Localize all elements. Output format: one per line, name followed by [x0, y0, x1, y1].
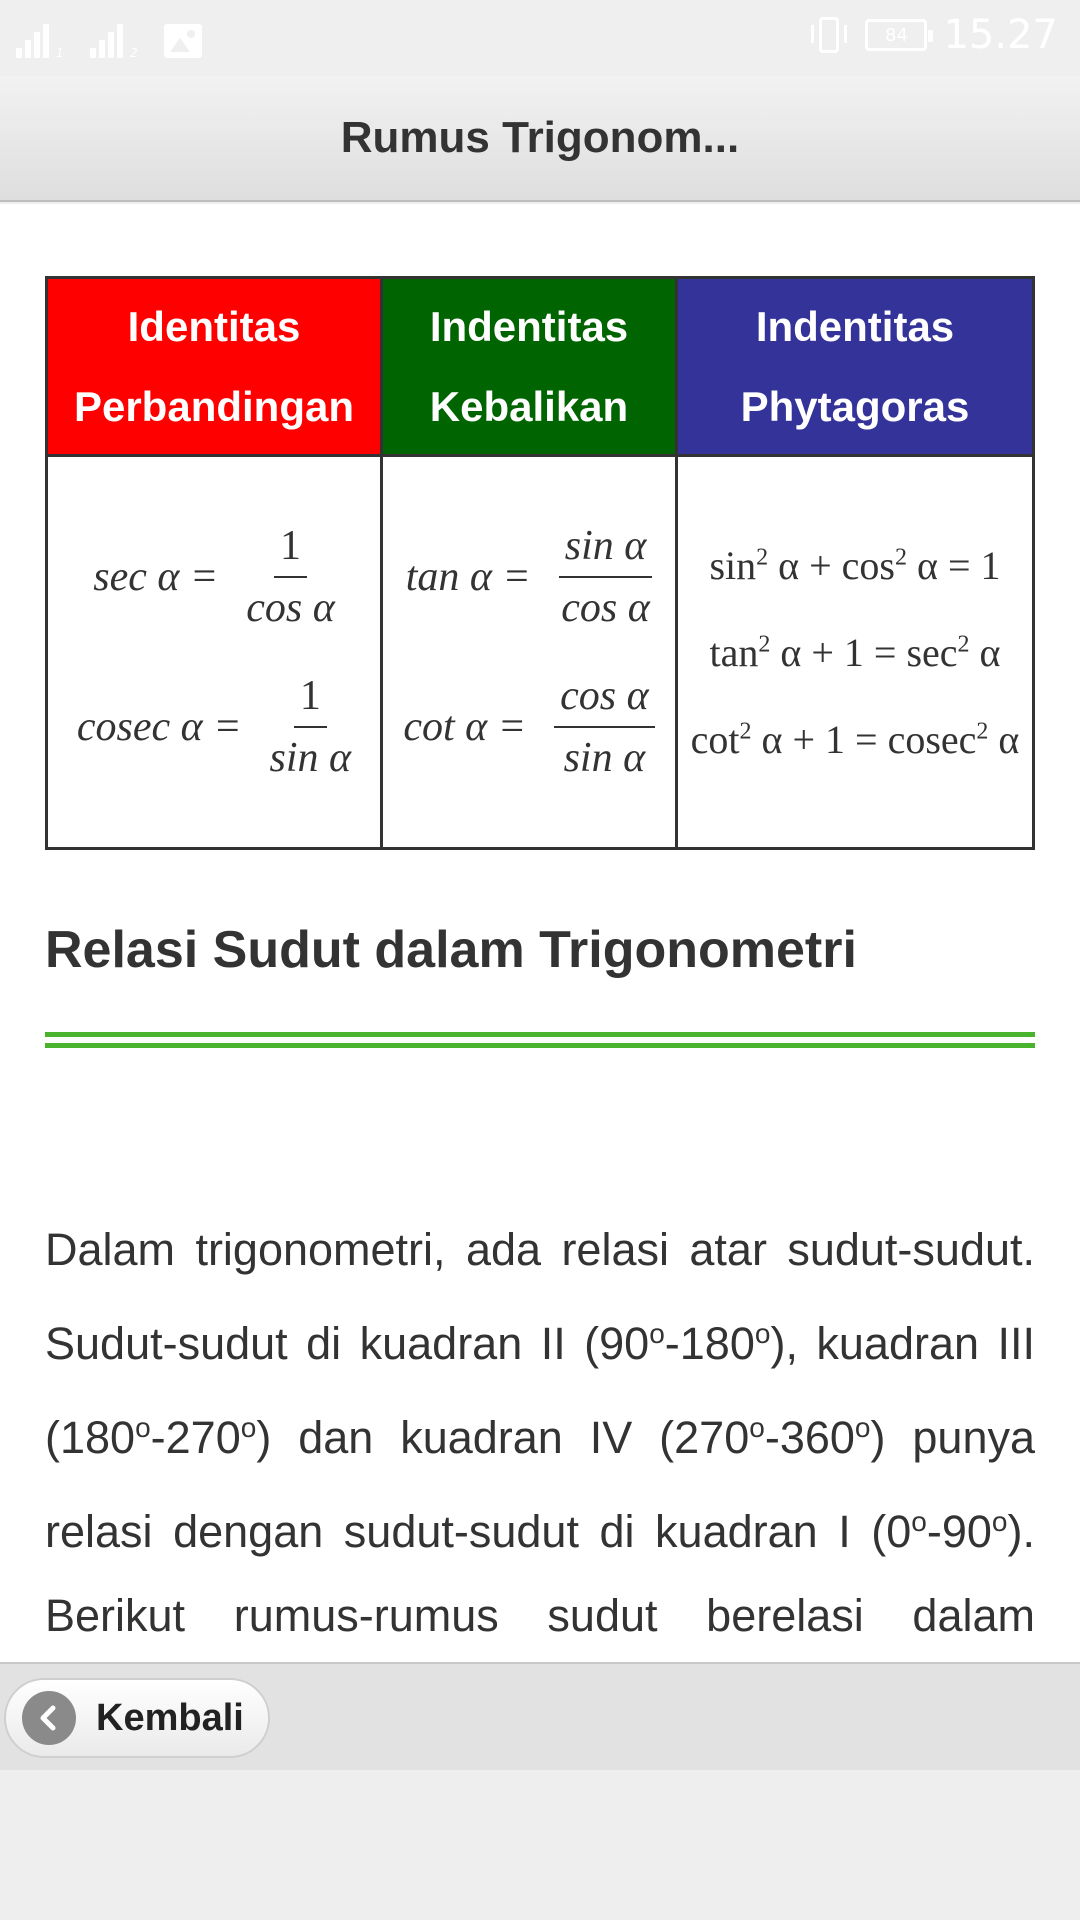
formula-part: α [988, 716, 1020, 762]
formula-numerator: sin α [559, 522, 653, 578]
formula-numerator: 1 [294, 672, 327, 728]
formula-cell-phytagoras [678, 457, 1032, 847]
formula-exponent: 2 [756, 544, 769, 571]
header-identitas-perbandingan [48, 279, 383, 457]
formula-denominator: cos α [246, 585, 335, 631]
degree-mark: o [754, 1318, 771, 1349]
formula-pythagoras-3 [691, 716, 1020, 763]
para-text: -270 [150, 1412, 241, 1463]
degree-mark: o [749, 1412, 765, 1443]
signal-sim1-icon [16, 18, 68, 58]
bottom-bar [0, 1662, 1080, 1770]
sim2-number: 2 [130, 46, 138, 60]
formula-lhs: cot α = [403, 704, 527, 750]
para-text: ). Berikut rumus-rumus sudut berelasi dalam [45, 1506, 1035, 1641]
battery-icon [865, 19, 927, 51]
para-text: -90 [926, 1506, 992, 1557]
formula-lhs: tan α = [405, 554, 531, 600]
formula-cell-kebalikan [383, 457, 678, 847]
formula-numerator: 1 [274, 522, 307, 578]
header-line: Identitas [127, 302, 301, 350]
header-line: Perbandingan [73, 382, 355, 430]
degree-mark: o [649, 1318, 665, 1349]
formula-exponent: 2 [739, 718, 752, 745]
formula-part: α = 1 [907, 542, 1001, 588]
bottom-spacer [0, 1770, 1080, 1920]
clock: 15.27 [943, 12, 1058, 58]
formula-part: α + 1 = sec [770, 629, 958, 675]
formula-part: sin [709, 542, 757, 588]
para-text: Dalam trigonometri, ada relasi atar sudut-sudut. Sudut-sudut di kuadran II (90 [45, 1224, 1035, 1369]
signal-sim2-icon [90, 18, 142, 58]
header-line: Indentitas [755, 302, 955, 350]
formula-part: α [969, 629, 1001, 675]
section-title: Relasi Sudut dalam Trigonometri [45, 921, 857, 979]
degree-mark: o [135, 1412, 151, 1443]
degree-mark: o [240, 1412, 257, 1443]
page-title: Rumus Trigonom... [340, 113, 740, 162]
formula-exponent: 2 [758, 631, 771, 658]
header-line: Indentitas [429, 302, 629, 350]
formula-denominator: sin α [269, 735, 352, 781]
formula-exponent: 2 [957, 631, 970, 658]
header-identitas-kebalikan [383, 279, 678, 457]
content-area[interactable] [0, 204, 1080, 1662]
formula-numerator: cos α [554, 672, 655, 728]
para-text: ) punya relasi dengan sudut-sudut di kuadran I (0 [45, 1412, 1035, 1557]
para-text: ), kuadran III (180 [45, 1318, 1035, 1463]
para-text: -180 [664, 1318, 755, 1369]
status-bar [0, 0, 1080, 76]
vibrate-icon [809, 15, 849, 55]
degree-mark: o [991, 1506, 1008, 1537]
image-notification-icon [164, 24, 202, 58]
degree-mark: o [911, 1506, 927, 1537]
app-header [0, 76, 1080, 202]
formula-part: α + cos [768, 542, 895, 588]
trig-identity-table [45, 276, 1035, 850]
formula-part: cot [690, 716, 740, 762]
formula-pythagoras-2 [710, 629, 1001, 676]
formula-denominator: cos α [561, 585, 650, 631]
formula-cosec [77, 672, 351, 782]
formula-part: tan [709, 629, 759, 675]
section-divider [45, 1032, 1035, 1050]
formula-cell-perbandingan [48, 457, 383, 847]
formula-lhs: sec α = [93, 554, 219, 600]
formula-exponent: 2 [895, 544, 907, 571]
back-button[interactable] [4, 1678, 270, 1758]
formula-sec [93, 522, 335, 632]
header-identitas-phytagoras [678, 279, 1032, 457]
header-line: Kebalikan [429, 382, 629, 430]
battery-level: 84 [885, 24, 908, 46]
formula-part: α + 1 = cosec [751, 716, 977, 762]
formula-cot [403, 672, 654, 782]
header-line: Phytagoras [740, 382, 970, 430]
formula-exponent: 2 [976, 718, 989, 745]
formula-tan [406, 522, 653, 632]
para-text: -360 [764, 1412, 855, 1463]
chevron-left-icon [22, 1691, 76, 1745]
sim1-number: 1 [56, 46, 64, 60]
formula-denominator: sin α [563, 735, 646, 781]
degree-mark: o [854, 1412, 871, 1443]
para-text: ) dan kuadran IV (270 [256, 1412, 750, 1463]
back-button-label: Kembali [96, 1696, 244, 1739]
body-paragraph [45, 1208, 1035, 1662]
formula-lhs: cosec α = [76, 704, 242, 750]
formula-pythagoras-1 [709, 542, 1000, 589]
